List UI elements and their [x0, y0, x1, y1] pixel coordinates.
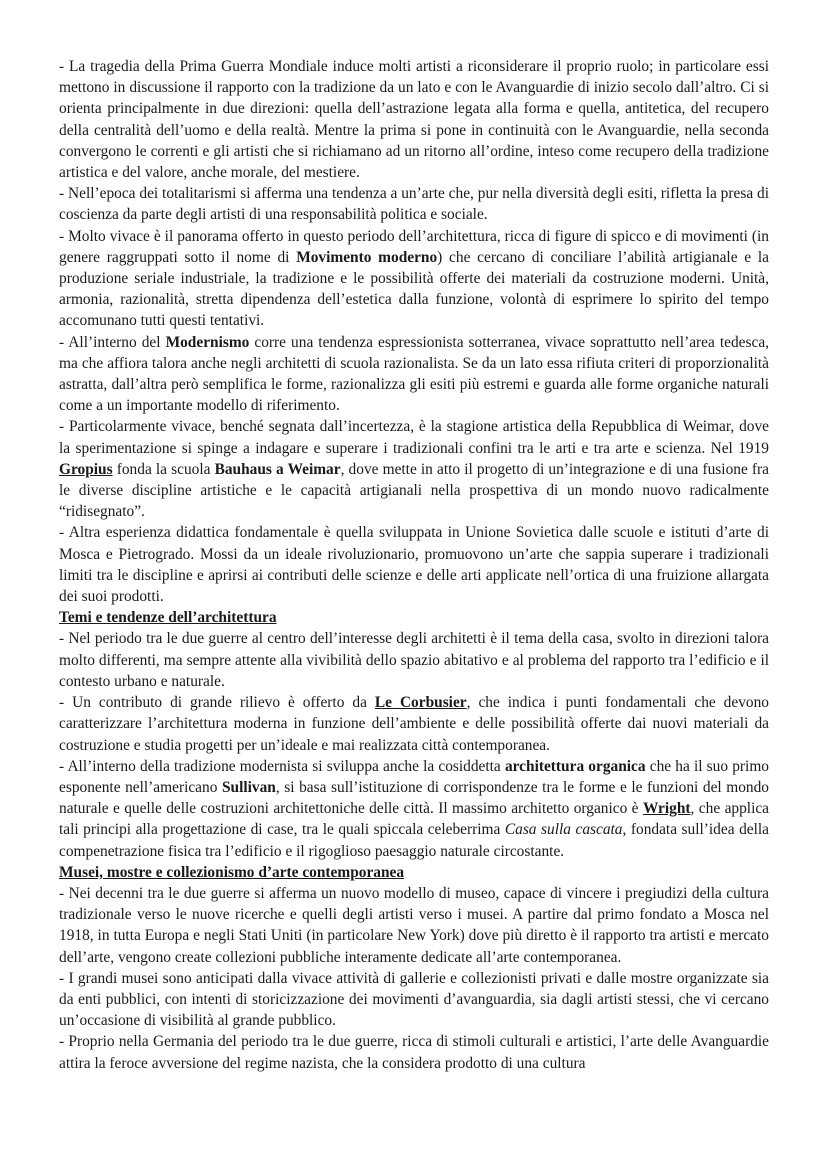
text-run: - La tragedia della Prima Guerra Mondiale induce molti artisti a riconsiderare il proprio ruolo; in particolare essi mettono in discussione il rapporto con la tradizione da un lato e con le Avanguardie di inizio secolo dall’altro. Ci si orienta principalmente in due direzioni: quella dell’astrazione legata alla forma e quella, antitetica, del recupero della centralità dell’uomo e della realtà. Mentre la prima si pone in continuità con le Avanguardie, nella seconda convergono le correnti e gli artisti che si richiamano ad un ritorno all’ordine, inteso come recupero della tradizione artistica e del valore, anche morale, del mestiere. [59, 58, 769, 182]
document-page [59, 56, 769, 1074]
paragraph [59, 692, 769, 756]
paragraph [59, 628, 769, 692]
paragraph [59, 183, 769, 225]
bold-term: Modernismo [165, 333, 250, 351]
text-run: - All’interno del [59, 333, 166, 351]
text-run: - Molto vivace è il panorama offerto in questo periodo dell’architettura, ricca di figure di spicco e di movimenti (in genere raggruppati sotto il nome di [59, 227, 769, 266]
text-run: fonda la scuola [112, 460, 215, 478]
text-run: , che indica i punti fondamentali che devono caratterizzare l’architettura moderna in funzione dell’ambiente e delle possibilità offerte dai nuovi materiali da costruzione e studia progetti per un’ideale e mai realizzata città contemporanea. [59, 694, 769, 754]
text-run: , che applica tali principi alla progettazione di case, tra le quali spiccala celeberrima [59, 800, 770, 839]
paragraph [59, 332, 769, 417]
bold-term: Sullivan [221, 778, 276, 796]
text-run: - I grandi musei sono anticipati dalla vivace attività di gallerie e collezionisti privati e dalle mostre organizzate sia da enti pubblici, con intenti di storicizzazione dei movimenti d’avanguardia, sia dagli artisti stessi, che vi cercano un’occasione di visibilità al grande pubblico. [59, 969, 769, 1030]
underlined-name: Gropius [59, 460, 113, 478]
section-heading [59, 862, 769, 883]
text-run: , fondata sull’idea della compenetrazione fisica tra l’edificio e il rigoglioso paesaggio naturale circostante. [59, 821, 769, 860]
text-run: - Un contributo di grande rilievo è offerto da [59, 694, 375, 712]
text-run: - Proprio nella Germania del periodo tra le due guerre, ricca di stimoli culturali e artistici, l’arte delle Avanguardie attira la feroce avversione del regime nazista, che la considera prodotto di una cultura [59, 1033, 769, 1072]
text-run: che ha il suo primo esponente nell’americano [59, 757, 769, 796]
text-run: Temi e tendenze dell’architettura [59, 609, 277, 627]
text-run: , si basa sull’istituzione di corrispondenze tra le forme e le funzioni del mondo naturale e quelle delle costruzioni architettoniche delle città. Il massimo architetto organico è [59, 778, 769, 818]
bold-term: architettura organica [504, 757, 646, 775]
text-run: corre una tendenza espressionista sotterranea, vivace soprattutto nell’area tedesca, ma che affiora talora anche negli architetti di scuola razionalista. Se da un lato essa rifiuta criteri di proporzionalità astratta, dall’altra però semplifica le forme, razionalizza gli esiti più estremi e guarda alle forme organiche naturali come a un importante modello di riferimento. [59, 333, 769, 415]
underlined-name: Wright [642, 800, 691, 818]
text-run: - Nell’epoca dei totalitarismi si afferma una tendenza a un’arte che, pur nella diversità degli esiti, rifletta la presa di coscienza da parte degli artisti di una responsabilità politica e sociale. [59, 185, 769, 224]
section-heading [59, 607, 769, 628]
text-run: , dove mette in atto il progetto di un’integrazione e di una fusione fra le diverse discipline artistiche e le capacità artigianali nella prospettiva di un mondo nuovo radicalmente “ridisegnato”. [59, 460, 770, 521]
italic-title: Casa sulla cascata [504, 821, 623, 839]
bold-term: Movimento moderno [296, 248, 438, 266]
paragraph [59, 968, 769, 1032]
text-run: Musei, mostre e collezionismo d’arte contemporanea [59, 863, 405, 881]
text-run: - Nel periodo tra le due guerre al centro dell’interesse degli architetti è il tema della casa, svolto in direzioni talora molto differenti, ma sempre attente alla vivibilità dello spazio abitativo e al problema del rapporto tra l’edificio e il contesto urbano e naturale. [59, 630, 769, 690]
paragraph [59, 522, 769, 607]
underlined-name: Le Corbusier [374, 694, 467, 712]
text-run: - Nei decenni tra le due guerre si afferma un nuovo modello di museo, capace di vincere i pregiudizi della cultura tradizionale verso le nuove ricerche e quelli degli artisti verso i musei. A partire dal primo fondato a Mosca nel 1918, in tutta Europa e negli Stati Uniti (in particolare New York) dove più diretto è il rapporto tra artisti e mercato dell’arte, vengono create collezioni pubbliche interamente dedicate all’arte contemporanea. [59, 884, 769, 966]
paragraph [59, 756, 769, 862]
paragraph [59, 1031, 769, 1073]
text-run: - Particolarmente vivace, benché segnata dall’incertezza, è la stagione artistica della Repubblica di Weimar, dove la sperimentazione si spinge a indagare e superare i tradizionali confini tra le arti e tra arte e scienza. Nel 1919 [59, 418, 769, 457]
text-run: - Altra esperienza didattica fondamentale è quella sviluppata in Unione Sovietica dalle scuole e istituti d’arte di Mosca e Pietrogrado. Mossi da un ideale rivoluzionario, promuovono un’arte che sappia superare i tradizionali limiti tra le discipline e aprirsi ai contributi delle scienze e delle arti applicate nell’ortica di una fruizione allargata dei suoi prodotti. [59, 524, 769, 606]
text-run: ) che cercano di conciliare l’abilità artigianale e la produzione seriale industriale, la tradizione e le possibilità offerte dei materiali da costruzione moderni. Unità, armonia, razionalità, stretta dipendenza dell’estetica dalla funzione, volontà di esprimere lo spirito del tempo accomunano tutti questi tentativi. [59, 248, 769, 330]
paragraph [59, 56, 769, 183]
text-run: - All’interno della tradizione modernista si sviluppa anche la cosiddetta [59, 757, 505, 775]
bold-term: Bauhaus a Weimar [214, 460, 341, 478]
paragraph [59, 883, 769, 968]
paragraph [59, 226, 769, 332]
paragraph [59, 416, 769, 522]
